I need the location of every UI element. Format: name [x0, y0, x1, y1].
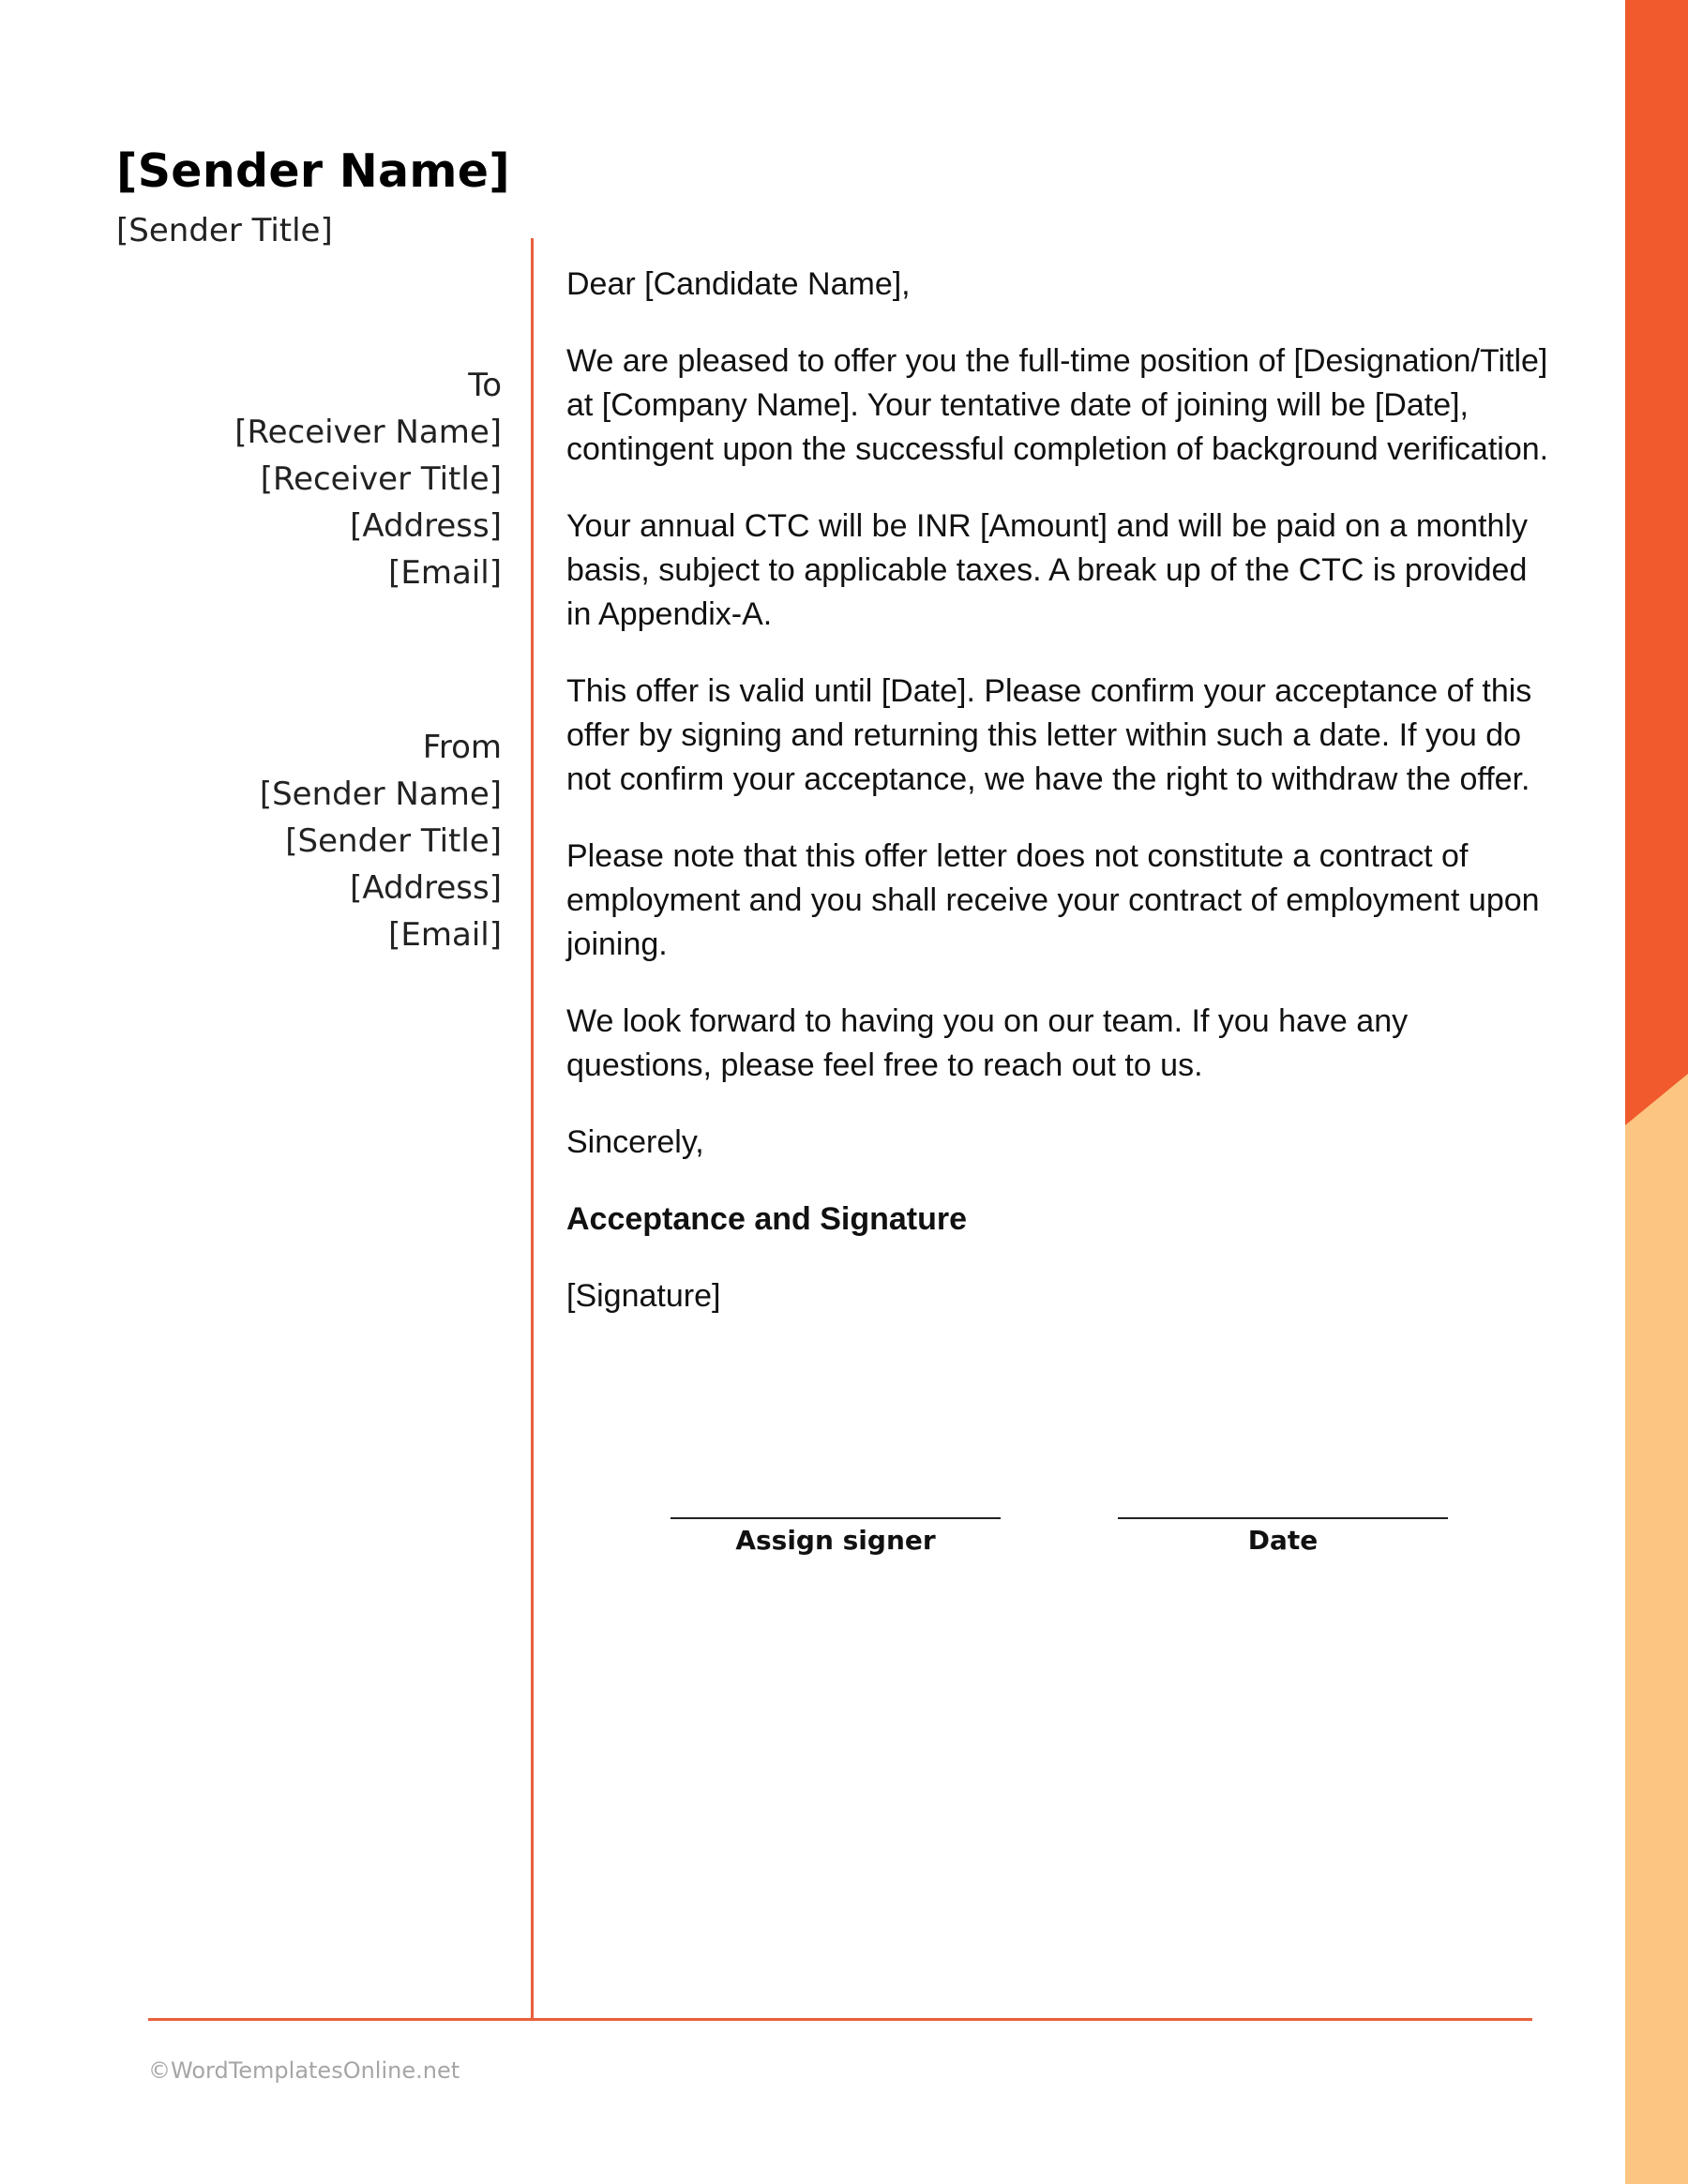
vertical-divider [531, 238, 534, 2019]
salutation: Dear [Candidate Name], [566, 266, 911, 302]
closing: Sincerely, [566, 1124, 704, 1160]
receiver-email: [Email] [388, 554, 502, 592]
receiver-title: [Receiver Title] [260, 460, 502, 498]
from-label: From [422, 729, 502, 766]
to-label: To [468, 367, 502, 404]
paragraph-contract-note: Please note that this offer letter does not constitute a contract of employment and you shall receive your contract of employment upon joining. [566, 838, 1540, 962]
from-address-block [260, 724, 502, 958]
paragraph-validity: This offer is valid until [Date]. Please confirm your acceptance of this offer by signing and returning this letter within such a date. If you do not confirm your acceptance, we have the right to withdraw the offer. [566, 673, 1532, 797]
from-sender-email: [Email] [388, 916, 502, 954]
signature-placeholder: [Signature] [566, 1278, 721, 1314]
paragraph-closing-remark: We look forward to having you on our team. If you have any questions, please feel free to reach out to us. [566, 1003, 1409, 1083]
bottom-divider [148, 2018, 1532, 2021]
receiver-name: [Receiver Name] [234, 414, 502, 451]
sender-name-heading: [Sender Name] [116, 144, 510, 198]
accent-band-wedge [1625, 1074, 1688, 1125]
accent-band-orange [1625, 0, 1688, 1125]
sender-title: [Sender Title] [116, 212, 333, 249]
from-sender-address: [Address] [350, 869, 502, 907]
from-sender-title: [Sender Title] [285, 822, 502, 860]
letter-body [566, 263, 1560, 1351]
copyright-footer: ©WordTemplatesOnline.net [148, 2057, 460, 2084]
assign-signer-field[interactable]: Assign signer [671, 1517, 1001, 1556]
to-address-block [234, 362, 502, 596]
from-sender-name: [Sender Name] [259, 776, 502, 813]
receiver-address: [Address] [350, 507, 502, 545]
accent-band-peach [1625, 1074, 1688, 2184]
paragraph-ctc: Your annual CTC will be INR [Amount] and will be paid on a monthly basis, subject to applicable taxes. A break up of the CTC is provided in Appendix-A. [566, 508, 1528, 632]
acceptance-heading: Acceptance and Signature [566, 1201, 968, 1237]
paragraph-offer: We are pleased to offer you the full-time position of [Designation/Title] at [Company Name]. Your tentative date of joining will be [Date], contingent upon the successful completion of background verification. [566, 343, 1549, 467]
date-field[interactable]: Date [1118, 1517, 1448, 1556]
